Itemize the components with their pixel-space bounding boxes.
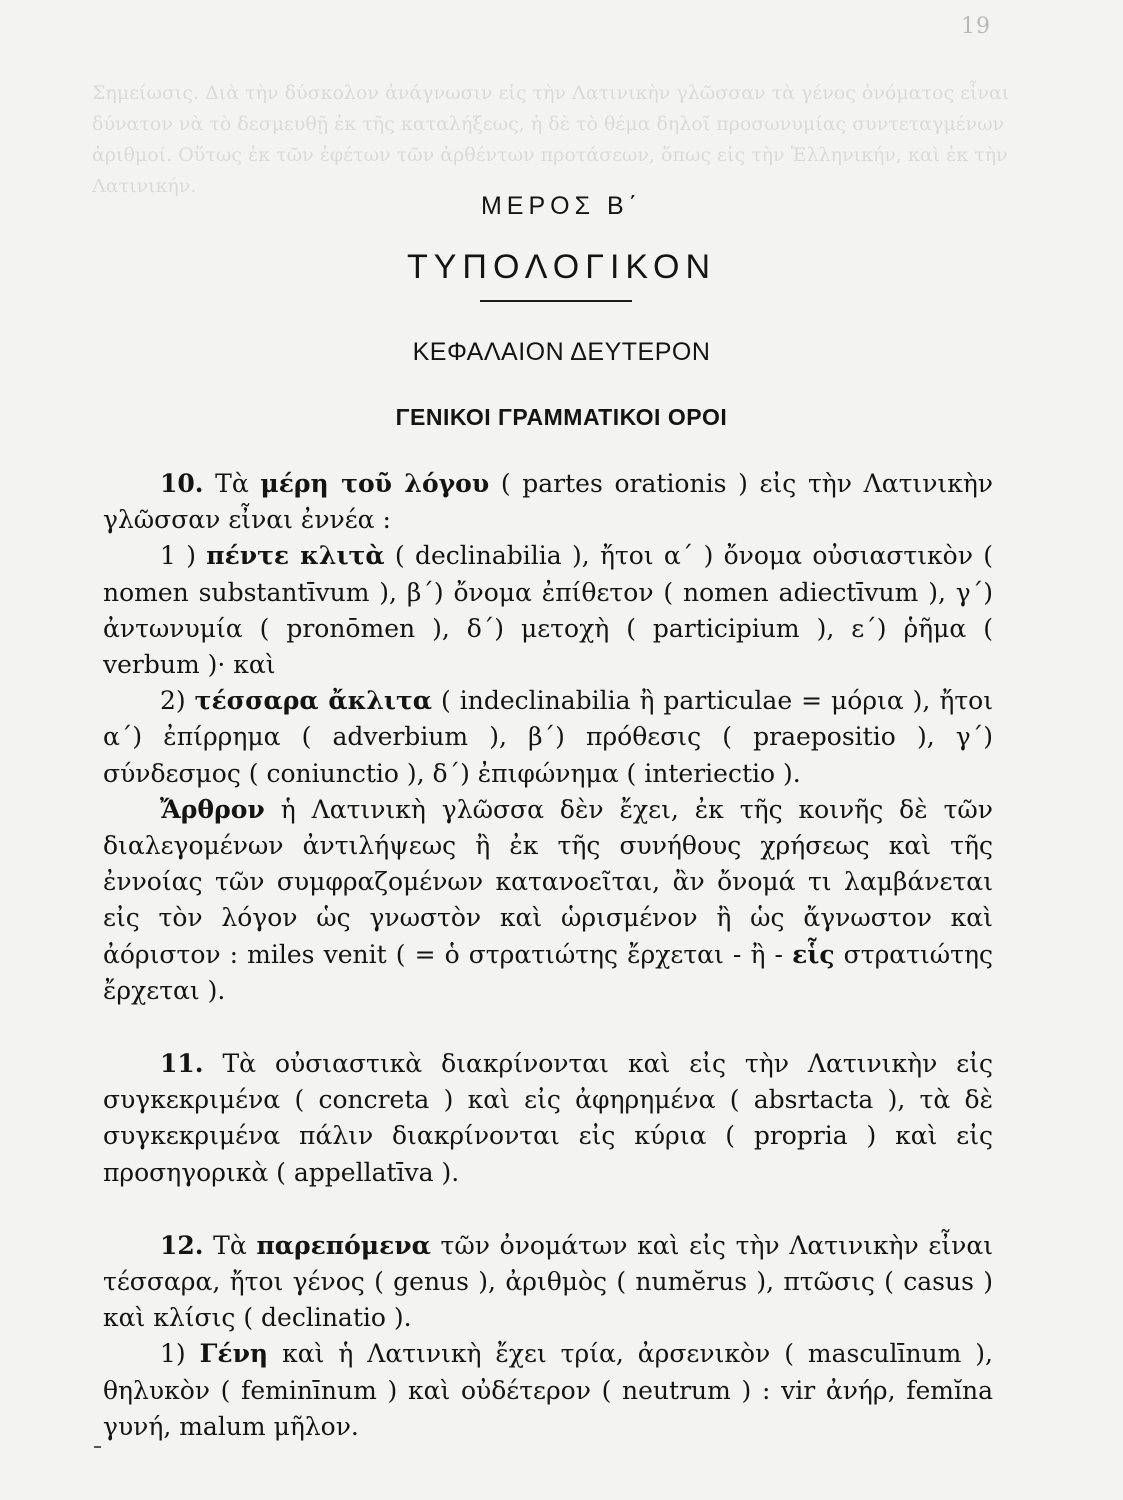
text-run: ( partes orationis ) εἰς τὴν Λατινικὴν γλῶσσαν εἶναι ἐννέα : xyxy=(103,469,994,535)
margin-mark xyxy=(94,1446,101,1448)
bold-term: παρεπόμενα xyxy=(256,1230,431,1260)
bold-term: εἷς xyxy=(792,939,835,969)
page-number: 19 xyxy=(961,14,991,39)
bleed-through-text: Σημείωσις. Διὰ τὴν δύσκολον ἀνάγνωσιν εἰς τὴν Λατινικὴν γλῶσσαν τὰ γένος ὀνόματος εἶναι δύνατον νὰ τὸ δεσμευθῇ ἐκ τῆς καταλήξεως, ἡ δὲ τὸ θέμα δηλοῖ προσωνυμίας συντεταγμένων ἀριθμοί. Οὕτως ἐκ τῶν ἐφέτων τῶν ἀρθέντων προτάσεων, ὅπως εἰς τὴν Ἑλληνικήν, καὶ ἐκ τὴν Λατινικήν. xyxy=(92,82,1010,197)
bold-term: μέρη τοῦ λόγου xyxy=(260,469,490,498)
chapter-title: ΚΕΦΑΛΑΙΟΝ ΔΕΥΤΕΡΟΝ xyxy=(412,338,711,366)
paragraph-12 xyxy=(103,1228,993,1337)
part-label: ΜΕΡΟΣ Β΄ xyxy=(480,192,643,220)
text-run: 1) xyxy=(160,1339,200,1369)
text-run: ( indeclinabilia ἢ particulae = μόρια ), ἤτοι α΄) ἐπίρρημα ( adverbium ), β΄) πρόθεσις ( praepositio ), γ΄) σύνδεσμος ( coniunctio ), δ΄) ἐπιφώνημα ( interiectio ). xyxy=(103,686,994,788)
title-rule xyxy=(480,300,632,302)
text-run: Τὰ xyxy=(203,469,261,498)
paragraph-10 xyxy=(103,466,993,538)
text-run: 1 ) xyxy=(160,541,207,571)
section-title: ΓΕΝΙΚΟΙ ΓΡΑΜΜΑΤΙΚΟΙ ΟΡΟΙ xyxy=(395,404,728,430)
part-title: ΤΥΠΟΛΟΓΙΚΟΝ xyxy=(406,248,717,286)
paragraph-12-1 xyxy=(103,1336,993,1445)
text-run: τῶν ὀνομάτων καὶ εἰς τὴν Λατινικὴν εἶναι τέσσαρα, ἤτοι γένος ( genus ), ἀριθμὸς ( numĕrus ), πτῶσις ( casus ) καὶ κλίσις ( declinatio ). xyxy=(103,1230,993,1333)
paragraph-10-2 xyxy=(103,683,993,792)
text-run: καὶ ἡ Λατινικὴ ἔχει τρία, ἀρσενικὸν ( masculīnum ), θηλυκὸν ( feminīnum ) καὶ οὐδέτερον ( neutrum ) : vir ἀνήρ, femĭna γυνή, malum μῆλον. xyxy=(103,1339,994,1441)
body-text xyxy=(103,466,993,1445)
bold-term: Ἄρθρον xyxy=(160,794,265,824)
text-run: 2) xyxy=(160,686,195,716)
paragraph-11 xyxy=(103,1046,993,1191)
paragraph-number: 11. xyxy=(160,1049,204,1079)
text-run: Τὰ xyxy=(203,1230,257,1260)
bold-term: Γένη xyxy=(199,1339,269,1369)
paragraph-arthron xyxy=(103,792,993,1009)
bold-term: πέντε κλιτὰ xyxy=(206,541,385,571)
text-run: Τὰ οὐσιαστικὰ διακρίνονται καὶ εἰς τὴν Λατινικὴν εἰς συγκεκριμένα ( concreta ) καὶ εἰς ἀφηρημένα ( absrtacta ), τὰ δὲ συγκεκριμένα πάλιν διακρίνονται εἰς κύρια ( propria ) καὶ εἰς προσηγορικὰ ( appellatīva ). xyxy=(103,1049,993,1187)
text-run: στρατιώτης ἔρχεται ). xyxy=(103,939,993,1005)
bold-term: τέσσαρα ἄκλιτα xyxy=(194,686,433,716)
text-run: ἡ Λατινικὴ γλῶσσα δὲν ἔχει, ἐκ τῆς κοινῆς δὲ τῶν διαλεγομένων ἀντιλήψεως ἢ ἐκ τῆς συνήθους χρήσεως καὶ τῆς ἐννοίας τῶν συμφραζομένων κατανοεῖται, ἂν ὄνομά τι λαμβάνεται εἰς τὸν λόγον ὡς γνωστὸν καὶ ὡρισμένον ἢ ὡς ἄγνωστον καὶ ἀόριστον : miles venit ( = ὁ στρατιώτης ἔρχεται - ἢ - xyxy=(103,794,993,969)
paragraph-number: 10. xyxy=(160,469,204,498)
paragraph-number: 12. xyxy=(160,1230,204,1260)
text-run: ( declinabilia ), ἤτοι α΄ ) ὄνομα οὐσιαστικὸν ( nomen substantīvum ), β΄) ὄνομα ἐπίθετον ( nomen adiectīvum ), γ΄) ἀντωνυμία ( pronōmen ), δ΄) μετοχὴ ( participium ), ε΄) ῥῆμα ( verbum )· καὶ xyxy=(103,541,993,680)
paragraph-10-1 xyxy=(103,538,993,683)
